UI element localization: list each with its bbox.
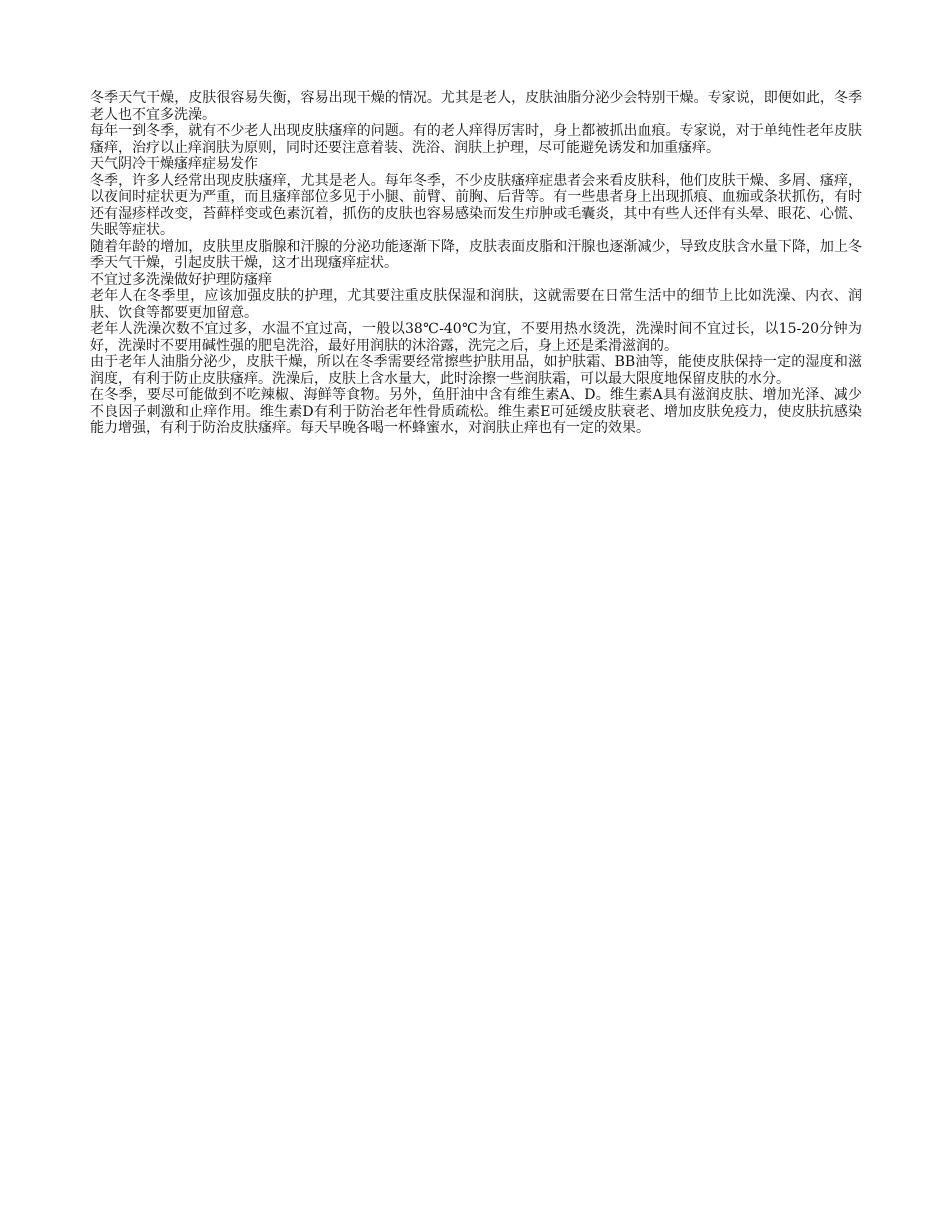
section-heading-cold-dry-weather: 天气阴冷干燥瘙痒症易发作	[90, 156, 258, 172]
paragraph-itching-problem: 每年一到冬季，就有不少老人出现皮肤瘙痒的问题。有的老人痒得厉害时，身上都被抓出血痕。专家说，对于单纯性老年皮肤瘙痒，治疗以止痒润肤为原则，同时还要注意着装、洗浴、润肤上护理，尽可能避免诱发和加重瘙痒。	[90, 123, 862, 156]
paragraph-skin-care: 老年人在冬季里，应该加强皮肤的护理，尤其要注重皮肤保湿和润肤，这就需要在日常生活中的细节上比如洗澡、内衣、润肤、饮食等都要更加留意。	[90, 288, 862, 321]
paragraph-symptoms: 冬季，许多人经常出现皮肤瘙痒，尤其是老人。每年冬季，不少皮肤瘙痒症患者会来看皮肤科，他们皮肤干燥、多屑、瘙痒，以夜间时症状更为严重，而且瘙痒部位多见于小腿、前臂、前胸、后背等。有一些患者身上出现抓痕、血痂或条状抓伤，有时还有湿疹样改变，苔藓样变或色素沉着，抓伤的皮肤也容易感染而发生疖肿或毛囊炎，其中有些人还伴有头晕、眼花、心慌、失眠等症状。	[90, 172, 862, 238]
paragraph-moisturizing: 由于老年人油脂分泌少，皮肤干燥，所以在冬季需要经常擦些护肤用品，如护肤霜、BB油等，能使皮肤保持一定的湿度和滋润度，有利于防止皮肤瘙痒。洗澡后，皮肤上含水量大，此时涂擦一些润肤霜，可以最大限度地保留皮肤的水分。	[90, 354, 862, 387]
section-heading-bathing-care: 不宜过多洗澡做好护理防瘙痒	[90, 271, 272, 288]
document-page	[90, 90, 862, 437]
paragraph-bathing-tips: 老年人洗澡次数不宜过多，水温不宜过高，一般以38℃-40℃为宜，不要用热水烫洗，洗澡时间不宜过长，以15-20分钟为好，洗澡时不要用碱性强的肥皂洗浴，最好用润肤的沐浴露，洗完之后，身上还是柔滑滋润的。	[90, 321, 862, 354]
paragraph-causes: 随着年龄的增加，皮肤里皮脂腺和汗腺的分泌功能逐渐下降，皮肤表面皮脂和汗腺也逐渐减少，导致皮肤含水量下降，加上冬季天气干燥，引起皮肤干燥，这才出现瘙痒症状。	[90, 238, 862, 271]
paragraph-diet: 在冬季，要尽可能做到不吃辣椒、海鲜等食物。另外，鱼肝油中含有维生素A、D。维生素A具有滋润皮肤、增加光泽、减少不良因子刺激和止痒作用。维生素D有利于防治老年性骨质疏松。维生素E可延缓皮肤衰老、增加皮肤免疫力，使皮肤抗感染能力增强，有利于防治皮肤瘙痒。每天早晚各喝一杯蜂蜜水，对润肤止痒也有一定的效果。	[90, 387, 862, 436]
paragraph-intro: 冬季天气干燥，皮肤很容易失衡，容易出现干燥的情况。尤其是老人，皮肤油脂分泌少会特别干燥。专家说，即便如此，冬季老人也不宜多洗澡。	[90, 90, 862, 123]
